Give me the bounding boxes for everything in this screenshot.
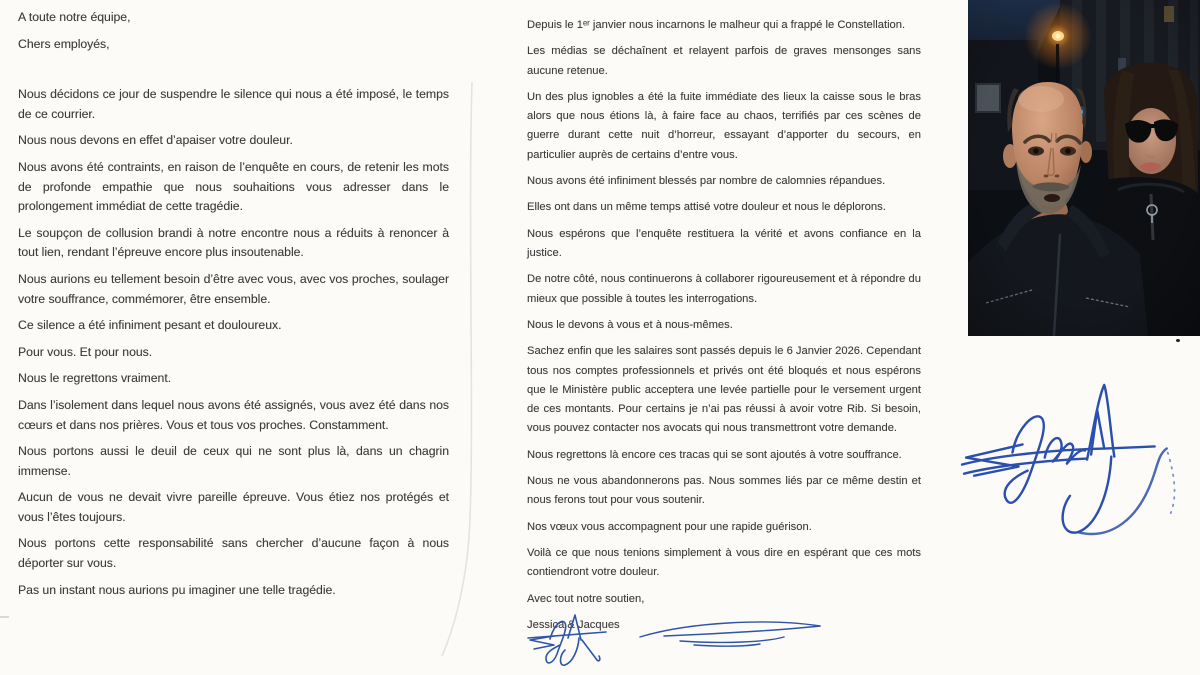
letter-paragraph: Les médias se déchaînent et relayent parfois de graves mensonges sans aucune retenue. bbox=[527, 45, 921, 77]
letter-paragraph: Nous nous devons en effet d’apaiser votre douleur. bbox=[18, 133, 293, 148]
letter-paragraph: Nous décidons ce jour de suspendre le silence qui nous a été imposé, le temps de ce courrier. bbox=[18, 87, 449, 121]
letter-column-left bbox=[18, 8, 449, 607]
letter-paragraph: Nous portons cette responsabilité sans chercher d’aucune façon à nous déporter sur vous. bbox=[18, 536, 449, 571]
scan-edge-mark bbox=[0, 616, 9, 618]
letter-paragraph: Nous aurions eu tellement besoin d’être avec vous, avec vos proches, soulager votre souffrance, commémorer, être ensemble. bbox=[18, 271, 449, 306]
letter-column-right bbox=[527, 16, 921, 642]
letter-paragraph: Nos vœux vous accompagnent pour une rapide guérison. bbox=[527, 520, 812, 533]
letter-paragraph: Pas un instant nous aurions pu imaginer une telle tragédie. bbox=[18, 582, 336, 597]
letter-left-paragraphs bbox=[18, 85, 449, 600]
salutation-line: Chers employés, bbox=[18, 36, 110, 51]
letter-paragraph: Nous portons aussi le deuil de ceux qui ne sont plus là, dans un chagrin immense. bbox=[18, 444, 449, 478]
letter-right-paragraphs bbox=[527, 16, 921, 582]
letter-paragraph: Nous espérons que l’enquête restituera la vérité et avons confiance en la justice. bbox=[527, 227, 921, 259]
closing-line: Avec tout notre soutien, bbox=[527, 592, 645, 605]
letter-paragraph: Dans l’isolement dans lequel nous avons été assignés, vous avez été dans nos cœurs et dans nos prières. Vous et tous vos proches. Constamment. bbox=[18, 397, 449, 432]
letter-paragraph: Nous avons été contraints, en raison de l’enquête en cours, de retenir les mots de profonde empathie que nous souhaitions vous adresser dans le prolongement immédiat de cette tragédie. bbox=[18, 159, 449, 214]
letter-paragraph: Voilà ce que nous tenions simplement à vous dire en espérant que ces mots contiendront votre douleur. bbox=[527, 546, 921, 579]
salutation-line: A toute notre équipe, bbox=[18, 10, 131, 24]
signatories-line: Jessica & Jacques bbox=[527, 618, 620, 631]
letter-paragraph: Ce silence a été infiniment pesant et douloureux. bbox=[18, 318, 282, 333]
letter-paragraph: Elles ont dans un même temps attisé votre douleur et nous le déplorons. bbox=[527, 201, 886, 214]
letter-paragraph: Nous regrettons là encore ces tracas qui se sont ajoutés à votre souffrance. bbox=[527, 448, 902, 461]
scan-fold-line bbox=[438, 78, 490, 668]
signature-large bbox=[956, 350, 1198, 555]
scan-speck bbox=[1176, 339, 1180, 342]
letter-paragraph: Nous ne vous abandonnerons pas. Nous sommes liés par ce même destin et nous ferons tout pour vous soutenir. bbox=[527, 474, 921, 507]
letter-paragraph: Nous le devons à vous et à nous-mêmes. bbox=[527, 318, 733, 331]
signature-small bbox=[524, 611, 618, 671]
letter-paragraph: Sachez enfin que les salaires sont passés depuis le 6 Janvier 2026. Cependant tous nos comptes professionnels et privés ont été bloqués et nous espérons que le Ministère public acceptera une levée partielle pour le versement urgent de ces montants. Pour certains je n’ai pas réussi à avoir votre Rib. Si besoin, vous pouvez contacter nos avocats qui nous transmettront votre demande. bbox=[527, 345, 921, 435]
letter-paragraph: Pour vous. Et pour nous. bbox=[18, 344, 153, 359]
letter-paragraph: Nous avons été infiniment blessés par nombre de calomnies répandues. bbox=[527, 174, 886, 187]
photo-couple-night bbox=[968, 0, 1200, 336]
signature-flourish bbox=[634, 616, 832, 650]
letter-paragraph: De notre côté, nous continuerons à collaborer rigoureusement et à répondre du mieux que possible à toutes les interrogations. bbox=[527, 273, 921, 305]
letter-paragraph: Aucun de vous ne devait vivre pareille épreuve. Vous étiez nos protégés et vous l’êtes toujours. bbox=[18, 490, 449, 524]
letter-paragraph: Depuis le 1ᵉʳ janvier nous incarnons le malheur qui a frappé le Constellation. bbox=[527, 19, 906, 31]
letter-paragraph: Nous le regrettons vraiment. bbox=[18, 371, 172, 386]
letter-paragraph: Le soupçon de collusion brandi à notre encontre nous a réduits à renoncer à tout lien, rendant l’épreuve encore plus insoutenable. bbox=[18, 225, 449, 260]
letter-paragraph: Un des plus ignobles a été la fuite immédiate des lieux la caisse sous le bras alors que nous étions là, à faire face au chaos, terrifiés par ces scènes de guerre durant cette nuit d’horreur, essayant d’apporter du secours, en particulier auprès de certains d’entre vous. bbox=[527, 90, 921, 161]
